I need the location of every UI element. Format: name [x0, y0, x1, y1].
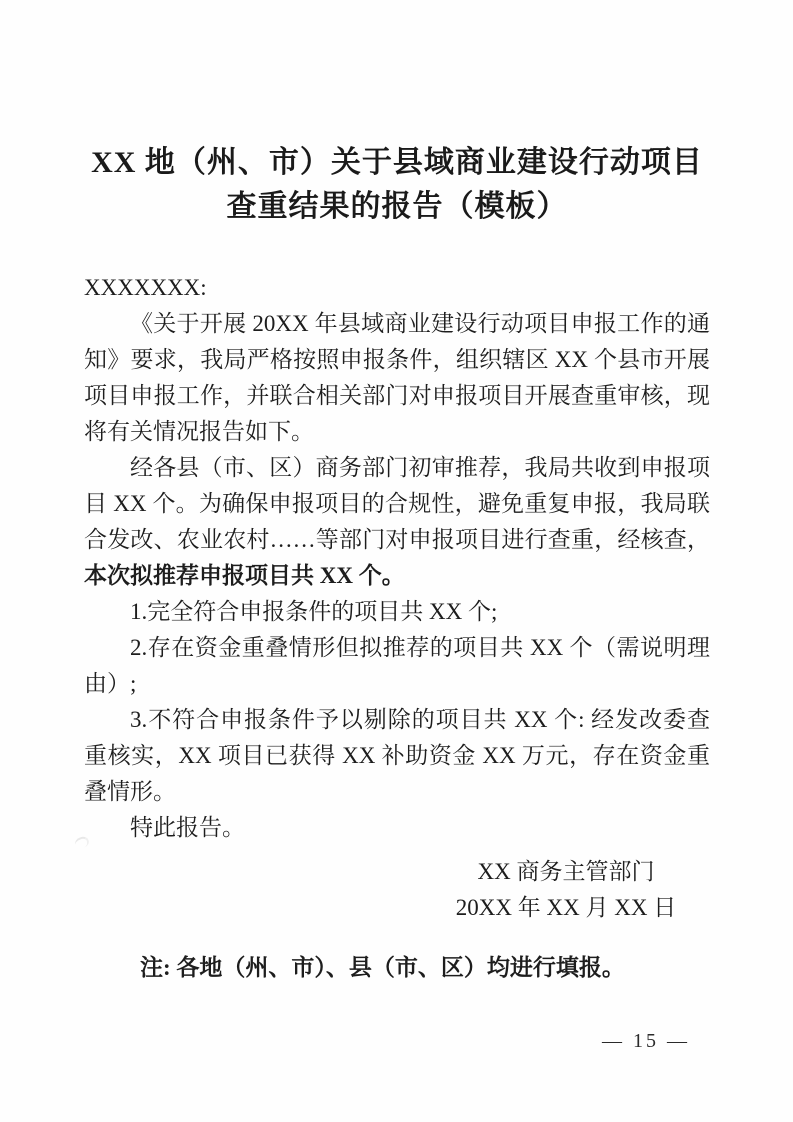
signature-organization: XX 商务主管部门	[477, 859, 655, 884]
document-title-line-1: XX 地（州、市）关于县域商业建设行动项目	[91, 146, 703, 179]
paragraph-review-bold-text: 本次拟推荐申报项目共 XX 个。	[84, 563, 405, 588]
page-number: — 15 —	[602, 1030, 690, 1052]
list-item-3: 3.不符合申报条件予以剔除的项目共 XX 个: 经发改委查重核实，XX 项目已获得 XX 补助资金 XX 万元，存在资金重叠情形。	[84, 707, 710, 804]
salutation: XXXXXXX:	[84, 275, 207, 300]
list-item-2: 2.存在资金重叠情形但拟推荐的项目共 XX 个（需说明理由）;	[84, 635, 710, 696]
document-content	[84, 0, 710, 986]
signature-block	[426, 854, 706, 926]
document-body	[84, 270, 710, 986]
paragraph-review	[84, 450, 710, 594]
footnote: 注: 各地（州、市）、县（市、区）均进行填报。	[140, 955, 625, 980]
document-title-line-2: 查重结果的报告（模板）	[226, 190, 568, 223]
paragraph-review-normal-text: 经各县（市、区）商务部门初审推荐，我局共收到申报项目 XX 个。为确保申报项目的合规性，避免重复申报，我局联合发改、农业农村……等部门对申报项目进行查重，经核查，	[84, 455, 710, 552]
list-item-1: 1.完全符合申报条件的项目共 XX 个;	[130, 599, 498, 624]
closing-statement: 特此报告。	[130, 815, 245, 840]
signature-date: 20XX 年 XX 月 XX 日	[455, 895, 677, 920]
document-title	[84, 141, 710, 229]
paragraph-intro: 《关于开展 20XX 年县域商业建设行动项目申报工作的通知》要求，我局严格按照申报条件，组织辖区 XX 个县市开展项目申报工作，并联合相关部门对申报项目开展查重审核，现将有关情况报告如下。	[84, 311, 710, 444]
